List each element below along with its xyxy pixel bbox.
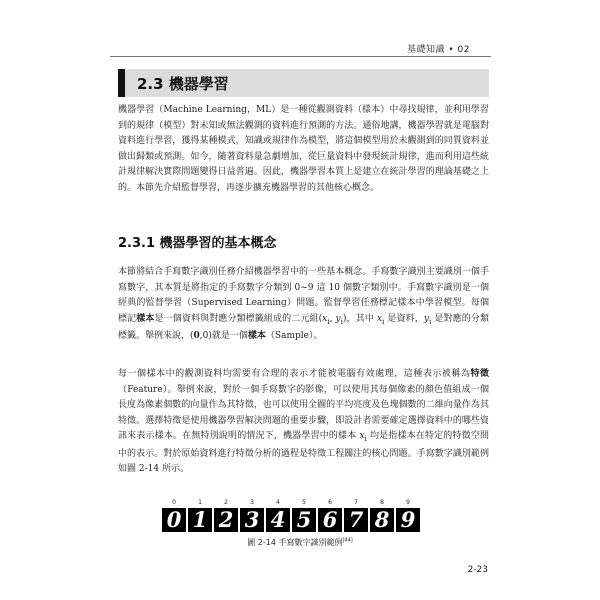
digit-image: 8 (370, 508, 394, 532)
header-rule (110, 56, 491, 57)
caption-text: 圖 2-14 手寫數字識別範例 (247, 538, 343, 547)
digit-label: 5 (302, 499, 306, 506)
digit-image: 9 (396, 508, 420, 532)
p3-text-a: 每一個樣本中的觀測資料均需要有合理的表示才能被電腦有效處理，這種表示被稱為 (118, 369, 471, 379)
p2-text-f: )，其中 (342, 313, 377, 324)
p2-math-x: x (322, 313, 328, 324)
p2-text-a: 本節將結合手寫數字識別任務介紹機器學習中的一些基本概念。手寫數字識別主要識別一個手寫數字，其本質是將指定的手寫數字分類到 0~9 這 10 個數字類別中。手寫數字識別是一個經典的監督學習（Supervised Learning）問題。監督學習任務標記樣本中學習模型。每個標記 (118, 267, 489, 324)
digit-label: 9 (406, 499, 410, 506)
p3-bold-feature: 特徵 (470, 369, 489, 379)
section-title: 2.3 機器學習 (137, 75, 229, 93)
p2-text-l: ,0)就是一個 (199, 331, 248, 342)
digit-label: 8 (380, 499, 384, 506)
digit-sample (318, 498, 342, 532)
p2-math-y: y (335, 313, 341, 324)
digit-label: 7 (354, 499, 358, 506)
p3-text-d: 均是指樣本在特定的特徵空間中的表示。對於原始資料進行特徵分析的過程是特徵工程關注的核心問題。手寫數字識別範例如圖 2-14 所示。 (118, 431, 489, 475)
paragraph-intro: 機器學習（Machine Learning，ML）是一種從觀測資料（樣本）中尋找規律，並利用學習到的規律（模型）對未知或無法觀測的資料進行預測的方法。通俗地講，機器學習就是電腦對資料進行學習，獲得某種模式，知識或規律作為模型，將這個模型用於未觀測到的同質資料並做出歸類或預測。如今，隨著資料量急劇增加，從巨量資料中發現統計規律，進而利用這些統計規律解決實際問題變得日益普遍。因此，機器學習本質上是建立在統計學習的理論基礎之上的。本節先介紹監督學習，再逐步擴充機器學習的其他核心概念。 (118, 105, 489, 193)
p2-text-h: 是資料， (384, 313, 424, 324)
digit-sample (344, 498, 368, 532)
p3-math-x: x (359, 431, 365, 442)
digit-sample (240, 498, 264, 532)
caption-reference: [44] (342, 537, 353, 544)
p3-math-sub: i (364, 434, 367, 444)
p2-math-sub: i (340, 316, 343, 326)
digit-label: 0 (172, 499, 176, 506)
digit-image: 6 (318, 508, 342, 532)
p2-math-sub: i (429, 316, 432, 326)
p3-text-b: （Feature）。舉例來說，對於一個手寫數字的影像，可以使用其每個像素的顏色值組成一個長度為像素個數的向量作為其特徵，也可以使用全圖的平均亮度及色塊個數的二維向量作為其特徵。選擇特徵是使用機器學習解決問題的重要步驟，即設計者需要確定選擇資料中的哪些資訊來表示樣本。在無特別說明的情況下，機器學習中的樣本 (118, 384, 489, 442)
p2-math-sub: i (382, 316, 385, 326)
p2-text-m: （Sample）。 (265, 331, 323, 342)
digit-sample (370, 498, 394, 532)
digit-sample (162, 498, 186, 532)
digit-sample (214, 498, 238, 532)
digit-label: 2 (224, 499, 228, 506)
p2-math-y: y (423, 313, 429, 324)
digit-image: 5 (292, 508, 316, 532)
digit-sample (396, 498, 420, 532)
p2-bold-sample: 樣本 (136, 313, 155, 324)
digit-image: 0 (162, 508, 186, 532)
p2-text-b: 是一個資料與對應分類標籤組成的二元組( (154, 313, 323, 324)
figure-caption (0, 537, 600, 548)
digit-image: 1 (188, 508, 212, 532)
subsection-title: 2.3.1 機器學習的基本概念 (118, 236, 277, 251)
digit-image: 3 (240, 508, 264, 532)
digit-label: 6 (328, 499, 332, 506)
digit-label: 4 (276, 499, 280, 506)
p2-math-x: x (376, 313, 383, 324)
p2-bold-sample: 樣本 (247, 331, 266, 342)
p2-text-j: 是對應的分類標籤。舉例來說，( (118, 313, 489, 342)
p2-math-sub: i (327, 316, 330, 326)
running-header: 基礎知識 • 02 (407, 45, 470, 55)
section-banner (118, 69, 489, 97)
digit-image: 2 (214, 508, 238, 532)
digit-label: 1 (198, 499, 202, 506)
digit-sample (266, 498, 290, 532)
p2-text-d: , (329, 313, 336, 324)
digit-label: 3 (250, 499, 254, 506)
section-bar-marker (118, 69, 125, 97)
digit-image: 4 (266, 508, 290, 532)
paragraph-basic-concepts (118, 265, 489, 345)
p2-inline-digit: 0 (193, 331, 200, 342)
digit-sample (292, 498, 316, 532)
paragraph-features (118, 367, 489, 478)
digit-sample (188, 498, 212, 532)
handwritten-digits-figure (162, 498, 420, 532)
digit-image: 7 (344, 508, 368, 532)
page-number: 2-23 (467, 565, 488, 575)
